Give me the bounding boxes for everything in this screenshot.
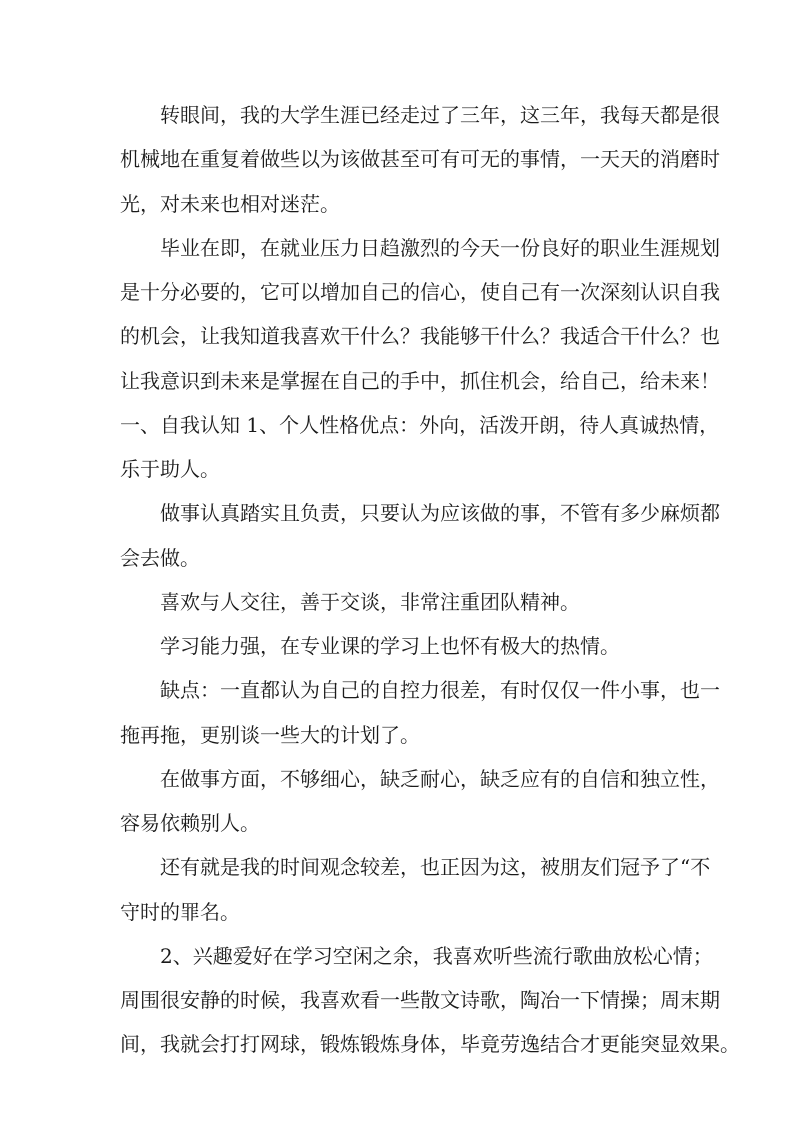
paragraph-2-line-3: 的机会，让我知道我喜欢干什么？我能够干什么？我适合干什么？也 <box>120 324 720 349</box>
paragraph-6-line-1: 缺点：一直都认为自己的自控力很差，有时仅仅一件小事，也一 <box>160 678 720 703</box>
paragraph-1-line-2: 机械地在重复着做些以为该做甚至可有可无的事情，一天天的消磨时 <box>120 147 720 172</box>
paragraph-2-line-2: 是十分必要的，它可以增加自己的信心，使自己有一次深刻认识自我 <box>120 280 720 304</box>
paragraph-9-line-1: 2、兴趣爱好在学习空闲之余，我喜欢听些流行歌曲放松心情； <box>160 943 713 968</box>
paragraph-2-line-6: 乐于助人。 <box>120 457 220 481</box>
paragraph-8-line-2: 守时的罪名。 <box>120 899 240 924</box>
paragraph-1-line-3: 光，对未来也相对迷茫。 <box>120 191 340 216</box>
paragraph-8-line-1: 还有就是我的时间观念较差，也正因为这，被朋友们冠予了“不 <box>160 855 711 880</box>
document-body <box>120 93 740 1067</box>
paragraph-7-line-1: 在做事方面，不够细心，缺乏耐心，缺乏应有的自信和独立性， <box>160 766 720 791</box>
paragraph-6-line-2: 拖再拖，更别谈一些大的计划了。 <box>120 722 420 747</box>
paragraph-3-line-1: 做事认真踏实且负责，只要认为应该做的事，不管有多少麻烦都 <box>160 501 720 526</box>
paragraph-2-line-1: 毕业在即，在就业压力日趋激烈的今天一份良好的职业生涯规划 <box>160 235 720 260</box>
paragraph-5-line-1: 学习能力强，在专业课的学习上也怀有极大的热情。 <box>160 634 620 658</box>
paragraph-4-line-1: 喜欢与人交往，善于交谈，非常注重团队精神。 <box>160 589 580 614</box>
paragraph-2-line-5: 一、自我认知 1、个人性格优点：外向，活泼开朗，待人真诚热情， <box>120 412 720 437</box>
paragraph-2-line-4: 让我意识到未来是掌握在自己的手中，抓住机会，给自己，给未来！ <box>120 368 720 393</box>
paragraph-1-line-1: 转眼间，我的大学生涯已经走过了三年，这三年，我每天都是很 <box>160 103 720 127</box>
paragraph-9-line-2: 周围很安静的时候，我喜欢看一些散文诗歌，陶冶一下情操；周末期 <box>120 988 720 1012</box>
paragraph-7-line-2: 容易依赖别人。 <box>120 811 260 835</box>
paragraph-9-line-3: 间，我就会打打网球，锻炼锻炼身体，毕竟劳逸结合才更能突显效果。 <box>120 1032 740 1057</box>
paragraph-3-line-2: 会去做。 <box>120 545 200 570</box>
